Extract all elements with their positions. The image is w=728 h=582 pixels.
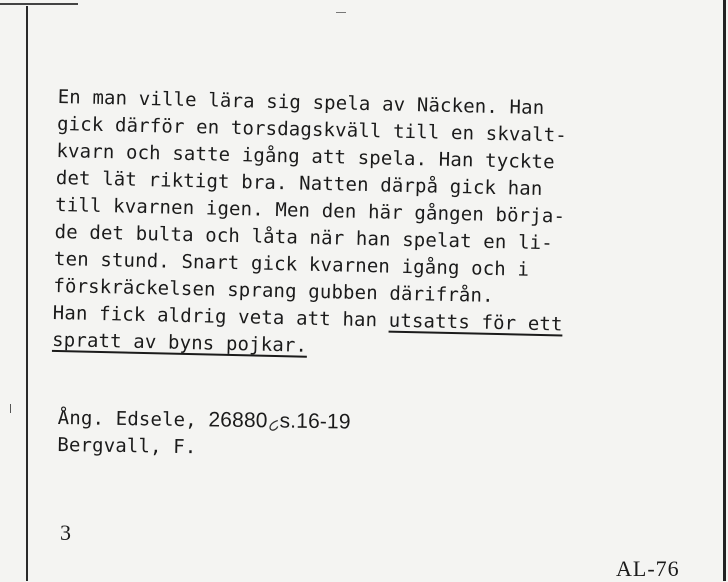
card-top-edge <box>0 3 78 5</box>
informant-line: Bergvall, F. <box>57 433 197 459</box>
text-line: till kvarnen igen. Men den här gången börja- <box>55 193 566 228</box>
text-line: de det bulta och låta när han spelat en li- <box>54 220 554 255</box>
text-line: gick därför en torsdagskväll till en skvalt- <box>56 112 568 147</box>
card-code: AL-76 <box>616 556 680 581</box>
handwritten-mark-icon <box>267 417 279 433</box>
text-fragment: Han fick aldrig veta att han <box>52 301 390 332</box>
card-number: 3 <box>60 520 71 545</box>
source-place: Ång. Edsele, <box>57 406 209 432</box>
text-line: förskräckelsen sprang gubben därifrån. <box>53 274 494 307</box>
page-range: s.16-19 <box>279 409 351 434</box>
card-left-edge <box>26 6 28 581</box>
underlined-fragment: spratt av byns pojkar. <box>51 328 308 357</box>
scan-mark <box>336 12 346 13</box>
text-line: det lät riktigt bra. Natten därpå gick han <box>55 166 543 201</box>
archive-number: 26880 <box>208 408 268 433</box>
underlined-fragment: utsatts för ett <box>388 309 563 336</box>
card-right-edge <box>723 0 726 581</box>
text-line: kvarn och satte igång att spela. Han tyckte <box>56 139 555 174</box>
text-line: En man ville lära sig spela av Näcken. Han <box>57 85 545 120</box>
record-text <box>52 84 718 369</box>
scan-mark <box>10 404 11 413</box>
source-block <box>57 404 478 466</box>
text-line: ten stund. Snart gick kvarnen igång och i <box>53 247 530 281</box>
